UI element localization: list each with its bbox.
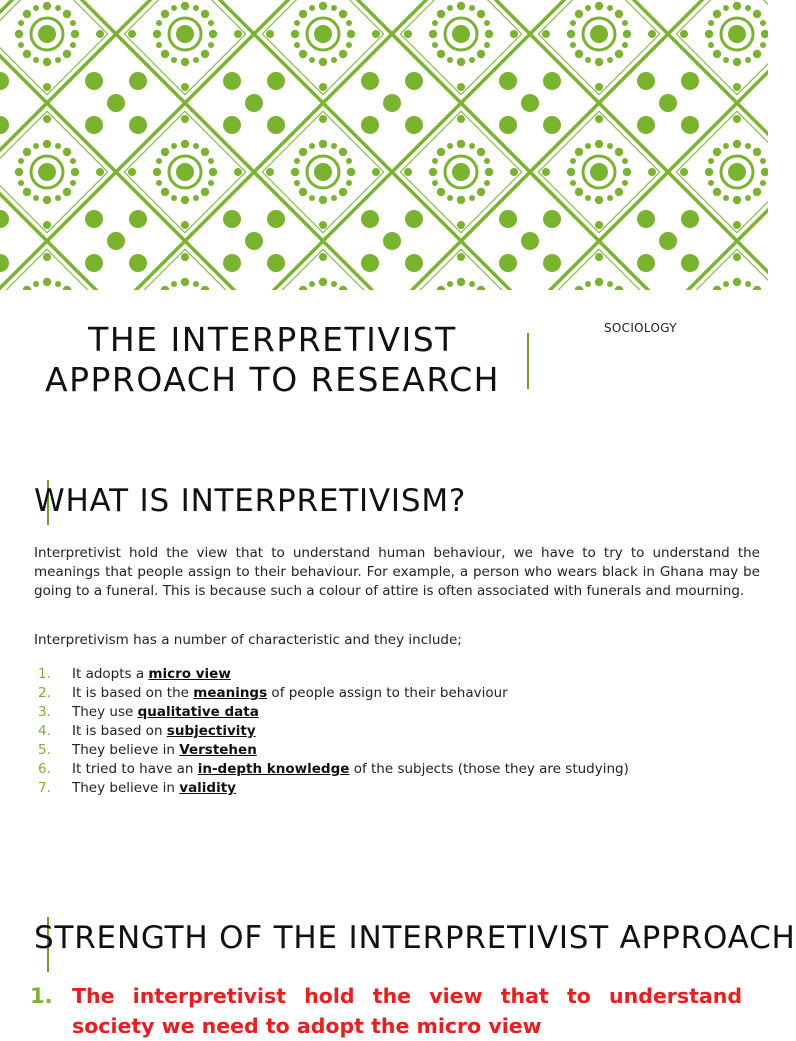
characteristic-text (72, 779, 236, 798)
characteristic-item (38, 741, 629, 760)
characteristic-item (38, 684, 629, 703)
characteristics-intro: Interpretivism has a number of characteristic and they include; (34, 632, 462, 648)
presentation-title (40, 320, 505, 400)
characteristic-text (72, 703, 259, 722)
title-line-2: APPROACH TO RESEARCH (45, 360, 500, 399)
characteristic-item (38, 760, 629, 779)
characteristic-item (38, 722, 629, 741)
characteristic-item (38, 779, 629, 798)
characteristic-text (72, 684, 508, 703)
list-number: 4. (38, 723, 51, 739)
characteristic-text (72, 741, 257, 760)
list-number: 3. (38, 704, 51, 720)
list-number: 2. (38, 685, 51, 701)
definition-heading: WHAT IS INTERPRETIVISM? (34, 483, 467, 519)
characteristic-lead-text: They use (72, 704, 138, 720)
key-term: subjectivity (166, 723, 256, 739)
characteristic-text (72, 722, 256, 741)
title-line-1: THE INTERPRETIVIST (88, 320, 457, 359)
characteristic-item (38, 703, 629, 722)
characteristic-trail-text: of people assign to their behaviour (267, 685, 508, 701)
characteristic-lead-text: It is based on the (72, 685, 194, 701)
characteristics-list (38, 665, 629, 798)
strength-item (30, 981, 742, 1041)
pattern-banner (0, 0, 768, 290)
strength-item-number: 1. (30, 984, 53, 1008)
characteristic-lead-text: They believe in (72, 742, 180, 758)
key-term: qualitative data (137, 704, 259, 720)
definition-paragraph: Interpretivist hold the view that to understand human behaviour, we have to try to understand the meanings that people assign to their behaviour. For example, a person who wears black in Ghana may be going to a funeral. This is because such a colour of attire is often associated with funerals and mourning. (34, 545, 760, 599)
title-slide (0, 290, 768, 440)
characteristic-text (72, 760, 629, 779)
characteristic-lead-text: They believe in (72, 780, 180, 796)
characteristic-trail-text: of the subjects (those they are studying) (349, 761, 629, 777)
characteristic-lead-text: It tried to have an (72, 761, 198, 777)
characteristic-lead-text: It is based on (72, 723, 167, 739)
subject-label: SOCIOLOGY (604, 321, 677, 335)
characteristic-item (38, 665, 629, 684)
key-term: validity (179, 780, 236, 796)
strength-item-text: The interpretivist hold the view that to understand society we need to adopt the micro view (72, 984, 742, 1038)
pattern-fill (0, 0, 768, 290)
strength-heading: STRENGTH OF THE INTERPRETIVIST APPROACH (34, 920, 796, 956)
characteristic-text (72, 665, 231, 684)
title-divider (527, 333, 529, 389)
list-number: 7. (38, 780, 51, 796)
key-term: Verstehen (179, 742, 257, 758)
key-term: meanings (193, 685, 268, 701)
characteristic-lead-text: It adopts a (72, 666, 149, 682)
list-number: 5. (38, 742, 51, 758)
key-term: micro view (148, 666, 231, 682)
green-pattern-decoration (0, 0, 768, 290)
list-number: 1. (38, 666, 51, 682)
list-number: 6. (38, 761, 51, 777)
key-term: in-depth knowledge (197, 761, 350, 777)
